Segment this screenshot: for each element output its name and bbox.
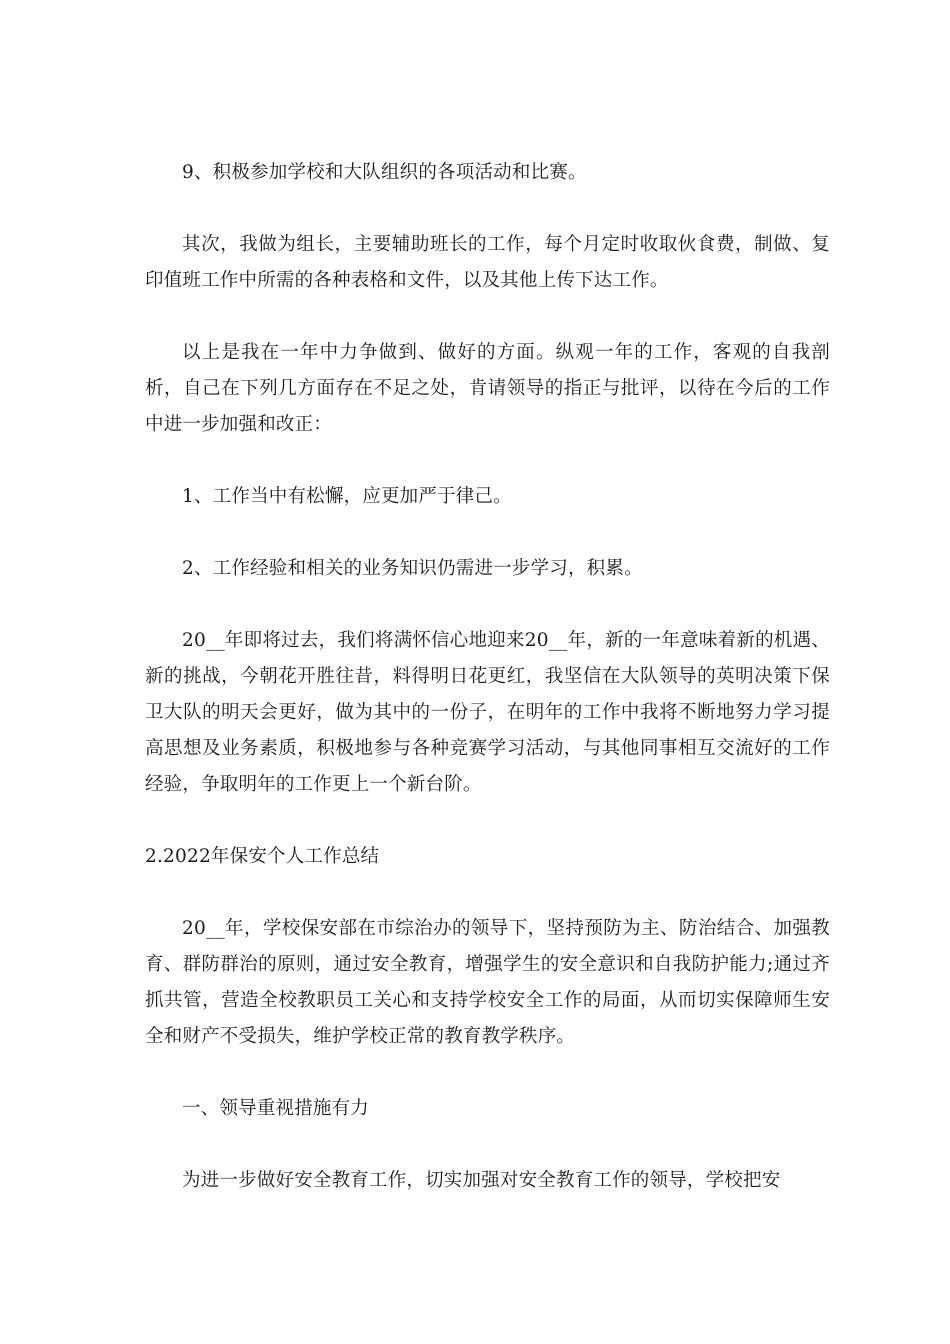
- paragraph-item-9: 9、积极参加学校和大队组织的各项活动和比赛。: [182, 162, 587, 183]
- paragraph-team-leader-duties: 其次，我做为组长，主要辅助班长的工作，每个月定时收取伙食费，制做、复印值班工作中所需的各种表格和文件，以及其他上传下达工作。: [145, 234, 830, 291]
- paragraph-new-year-outlook: 20__年即将过去，我们将满怀信心地迎来20__年，新的一年意味着新的机遇、新的挑战，今朝花开胜往昔，料得明日花更红，我坚信在大队领导的英明决策下保卫大队的明天会更好，做为其中的一份子，在明年的工作中我将不断地努力学习提高思想及业务素质，积极地参与各种竞赛学习活动，与其他同事相互交流好的工作经验，争取明年的工作更上一个新台阶。: [145, 630, 830, 795]
- paragraph-self-analysis: 以上是我在一年中力争做到、做好的方面。纵观一年的工作，客观的自我剖析，自己在下列几方面存在不足之处，肯请领导的指正与批评，以待在今后的工作中进一步加强和改正：: [145, 342, 830, 435]
- paragraph-shortcoming-2: 2、工作经验和相关的业务知识仍需进一步学习，积累。: [182, 558, 643, 579]
- paragraph-leadership: 为进一步做好安全教育工作，切实加强对安全教育工作的领导，学校把安: [182, 1170, 781, 1191]
- document-body: [145, 155, 830, 1235]
- subsection-heading: 一、领导重视措施有力: [182, 1098, 370, 1119]
- section-heading: 2.2022年保安个人工作总结: [145, 846, 380, 867]
- paragraph-shortcoming-1: 1、工作当中有松懈，应更加严于律己。: [182, 486, 512, 507]
- paragraph-security-summary: 20__年，学校保安部在市综治办的领导下，坚持预防为主、防治结合、加强教育、群防群治的原则，通过安全教育，增强学生的安全意识和自我防护能力;通过齐抓共管，营造全校教职员工关心和支持学校安全工作的局面，从而切实保障师生安全和财产不受损失，维护学校正常的教育教学秩序。: [145, 918, 830, 1047]
